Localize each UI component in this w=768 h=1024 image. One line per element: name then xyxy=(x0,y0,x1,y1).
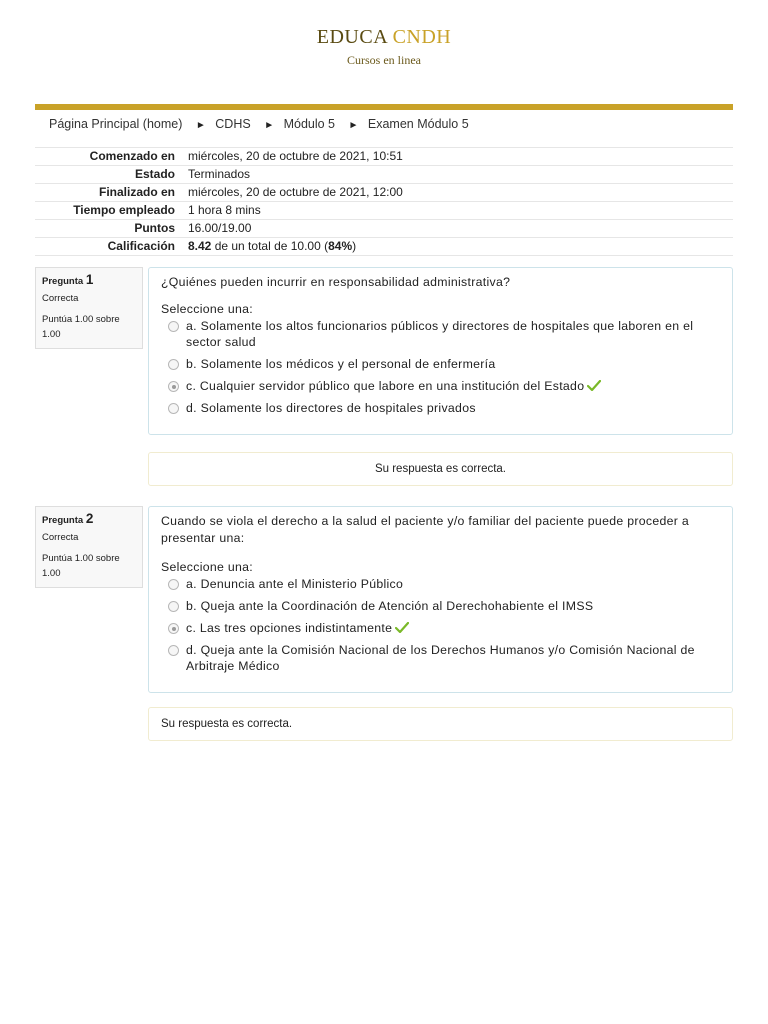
summary-label: Comenzado en xyxy=(89,149,175,163)
breadcrumb-exam[interactable]: Examen Módulo 5 xyxy=(367,117,469,131)
summary-label: Estado xyxy=(134,167,175,181)
summary-value: Terminados xyxy=(188,167,251,181)
summary-label: Finalizado en xyxy=(98,185,175,199)
breadcrumb-course[interactable]: CDHS xyxy=(215,117,251,131)
answer-option-a[interactable] xyxy=(161,318,720,350)
question-text: ¿Quiénes pueden incurrir en responsabilidad administrativa? xyxy=(161,275,511,289)
brand-name-part1: EDUCA xyxy=(316,26,388,48)
radio-button[interactable] xyxy=(168,601,179,612)
brand-name-part2: CNDH xyxy=(392,26,452,48)
radio-button[interactable] xyxy=(168,321,179,332)
answer-prompt: Seleccione una: xyxy=(161,302,254,316)
answer-option-b[interactable] xyxy=(161,356,720,372)
question-content-2 xyxy=(148,506,733,693)
question-label: Pregunta xyxy=(42,515,84,526)
radio-button-selected[interactable] xyxy=(168,623,179,634)
summary-value: 1 hora 8 mins xyxy=(188,203,261,217)
answer-option-text: a. Denuncia ante el Ministerio Público xyxy=(186,577,404,591)
radio-button[interactable] xyxy=(168,579,179,590)
grade-total-text: de un total de 10.00 ( xyxy=(211,239,329,253)
answer-option-b[interactable] xyxy=(161,598,720,614)
radio-button[interactable] xyxy=(168,359,179,370)
triangle-right-icon: ► xyxy=(195,120,206,131)
question-label: Pregunta xyxy=(42,276,84,287)
answer-options xyxy=(161,576,720,674)
check-icon xyxy=(587,380,601,391)
feedback-box-2 xyxy=(148,707,733,741)
feedback-text: Su respuesta es correcta. xyxy=(374,463,507,475)
question-state: Correcta xyxy=(42,293,79,304)
question-info-1 xyxy=(35,267,143,349)
question-number: 2 xyxy=(85,511,94,526)
breadcrumb-module[interactable]: Módulo 5 xyxy=(283,117,336,131)
header-divider xyxy=(35,104,733,110)
brand-subtitle: Cursos en linea xyxy=(347,53,421,67)
answer-option-text: d. Queja ante la Comisión Nacional de los Derechos Humanos y/o Comisión Nacional de Arbitraje Médico xyxy=(186,643,695,673)
summary-label: Calificación xyxy=(107,239,175,253)
answer-prompt: Seleccione una: xyxy=(161,560,254,574)
grade-close-paren: ) xyxy=(352,239,357,253)
radio-button[interactable] xyxy=(168,403,179,414)
question-grade: Puntúa 1.00 sobre 1.00 xyxy=(42,553,120,579)
answer-option-a[interactable] xyxy=(161,576,720,592)
summary-label: Tiempo empleado xyxy=(73,203,175,217)
question-info-2 xyxy=(35,506,143,588)
answer-option-text: a. Solamente los altos funcionarios públicos y directores de hospitales que laboren en el sector salud xyxy=(186,319,694,349)
answer-option-text: c. Cualquier servidor público que labore en una institución del Estado xyxy=(186,379,585,393)
summary-row-finished xyxy=(35,184,733,202)
summary-row-points xyxy=(35,220,733,238)
answer-option-c[interactable] xyxy=(161,620,720,636)
question-content-1 xyxy=(148,267,733,435)
site-header xyxy=(0,26,768,68)
summary-row-started xyxy=(35,148,733,166)
radio-button[interactable] xyxy=(168,645,179,656)
check-icon xyxy=(395,622,409,633)
summary-value: miércoles, 20 de octubre de 2021, 10:51 xyxy=(188,149,403,163)
answer-option-d[interactable] xyxy=(161,642,720,674)
summary-row-time xyxy=(35,202,733,220)
summary-value: miércoles, 20 de octubre de 2021, 12:00 xyxy=(188,185,403,199)
breadcrumb-home[interactable]: Página Principal (home) xyxy=(49,117,183,131)
summary-value: 16.00/19.00 xyxy=(188,221,252,235)
answer-option-d[interactable] xyxy=(161,400,720,416)
grade-percent: 84% xyxy=(328,239,353,253)
answer-options xyxy=(161,318,720,416)
site-logo[interactable] xyxy=(0,26,768,49)
question-text: Cuando se viola el derecho a la salud el paciente y/o familiar del paciente puede proceder a presentar una: xyxy=(161,514,689,545)
feedback-text: Su respuesta es correcta. xyxy=(161,718,293,730)
triangle-right-icon: ► xyxy=(348,120,359,131)
feedback-box-1 xyxy=(148,452,733,486)
summary-row-state xyxy=(35,166,733,184)
radio-button-selected[interactable] xyxy=(168,381,179,392)
answer-option-text: d. Solamente los directores de hospitales privados xyxy=(186,401,476,415)
question-number: 1 xyxy=(85,272,94,287)
grade-score: 8.42 xyxy=(188,239,212,253)
answer-option-text: b. Solamente los médicos y el personal de enfermería xyxy=(186,357,496,371)
triangle-right-icon: ► xyxy=(264,120,275,131)
question-state: Correcta xyxy=(42,532,79,543)
answer-option-c[interactable] xyxy=(161,378,720,394)
summary-value xyxy=(181,238,733,256)
summary-label: Puntos xyxy=(134,221,175,235)
breadcrumb xyxy=(49,117,469,131)
summary-row-grade xyxy=(35,238,733,256)
quiz-summary-table xyxy=(35,147,733,256)
answer-option-text: b. Queja ante la Coordinación de Atención al Derechohabiente el IMSS xyxy=(186,599,594,613)
answer-option-text: c. Las tres opciones indistintamente xyxy=(186,621,393,635)
question-grade: Puntúa 1.00 sobre 1.00 xyxy=(42,314,120,340)
